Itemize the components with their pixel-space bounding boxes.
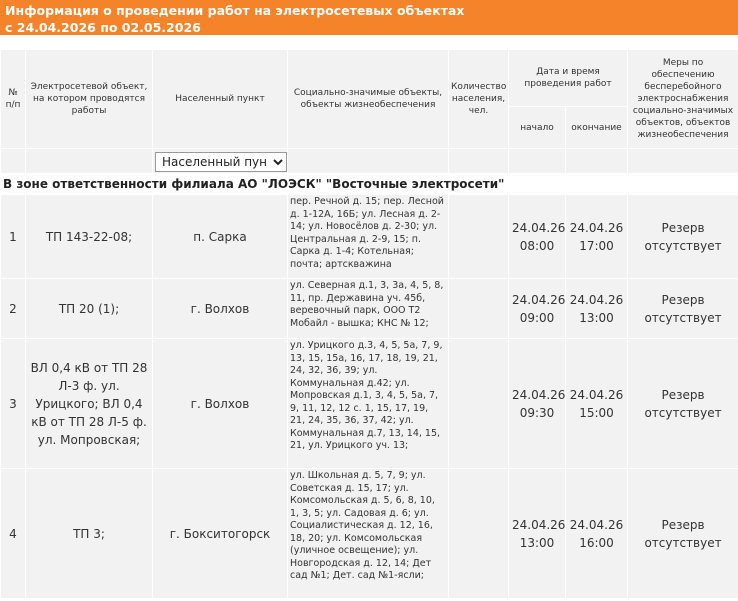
object-text: ТП 20 (1); bbox=[58, 301, 120, 316]
table-body bbox=[1, 195, 738, 599]
row-object bbox=[26, 469, 153, 599]
start-date: 24.04.26 bbox=[512, 292, 566, 307]
row-num bbox=[1, 469, 26, 599]
row-num-text: 3 bbox=[9, 396, 17, 411]
social-objects-text: пер. Речной д. 15; пер. Лесной д. 1-12А, 16Б; ул. Лесная д. 2-14; ул. Новосёлов д. 2-30; ул. Центральная д. 2-9, 15; п. Сарка д. 1-4; Котельная; почта; артскважина bbox=[290, 196, 444, 270]
measures-text: Резерв отсутствует bbox=[644, 292, 722, 325]
start-date: 24.04.26 bbox=[512, 517, 566, 532]
row-measures bbox=[628, 279, 738, 339]
end-date: 24.04.26 bbox=[569, 292, 624, 307]
end-date: 24.04.26 bbox=[569, 220, 624, 235]
banner-period: с 24.04.2026 по 02.05.2026 bbox=[5, 20, 201, 35]
header-datetime: Дата и время проведения работ bbox=[509, 50, 628, 107]
row-locality bbox=[153, 195, 288, 279]
row-population bbox=[449, 195, 509, 279]
social-objects-text: ул. Северная д.1, 3, 3а, 4, 5, 8, 11, пр. Державина уч. 45б, веревочный парк, ООО Т2 Мобайл - вышка; КНС № 12; bbox=[290, 280, 444, 329]
header-num: № п/п bbox=[1, 50, 26, 149]
end-time: 13:00 bbox=[579, 310, 614, 325]
measures-text: Резерв отсутствует bbox=[644, 220, 722, 253]
row-measures bbox=[628, 339, 738, 469]
zone-row bbox=[1, 174, 738, 195]
row-start bbox=[509, 279, 566, 339]
end-time: 15:00 bbox=[579, 405, 614, 420]
row-social bbox=[288, 195, 449, 279]
table-row bbox=[1, 339, 738, 469]
header-social: Социально-значимые объекты, объекты жизнеобеспечения bbox=[288, 50, 449, 149]
row-locality bbox=[153, 339, 288, 469]
locality-text: г. Волхов bbox=[190, 396, 250, 411]
row-start bbox=[509, 195, 566, 279]
works-table bbox=[0, 49, 738, 599]
table-row bbox=[1, 195, 738, 279]
row-social bbox=[288, 339, 449, 469]
row-object bbox=[26, 279, 153, 339]
row-population bbox=[449, 279, 509, 339]
measures-text: Резерв отсутствует bbox=[644, 387, 722, 420]
row-end bbox=[566, 195, 628, 279]
row-population bbox=[449, 339, 509, 469]
end-date: 24.04.26 bbox=[569, 387, 624, 402]
measures-text: Резерв отсутствует bbox=[644, 517, 722, 550]
social-objects-text: ул. Школьная д. 5, 7, 9; ул. Советская д. 15, 17; ул. Комсомольская д. 5, 6, 8, 10, 1, 3, 5; ул. Садовая д. 6; ул. Социалистическая д. 12, 16, 18, 20; ул. Комсомольская (уличное освещение); ул. Новгородская д. 12, 14; Дет сад №1; Дет. сад №1-ясли; bbox=[290, 470, 435, 581]
banner-title: Информация о проведении работ на электросетевых объектах bbox=[5, 3, 465, 18]
filter-cell-locality bbox=[153, 149, 288, 174]
table-row bbox=[1, 279, 738, 339]
row-social bbox=[288, 279, 449, 339]
locality-filter-select[interactable] bbox=[155, 152, 287, 172]
header-start: начало bbox=[509, 107, 566, 149]
locality-text: п. Сарка bbox=[193, 229, 247, 244]
start-time: 08:00 bbox=[519, 238, 555, 253]
start-date: 24.04.26 bbox=[512, 387, 566, 402]
header-object: Электросетевой объект, на котором проводятся работы bbox=[26, 50, 153, 149]
row-population bbox=[449, 469, 509, 599]
object-text: ВЛ 0,4 кВ от ТП 28 Л-3 ф. ул. Урицкого; ВЛ 0,4 кВ от ТП 28 Л-5 ф. ул. Мопровская; bbox=[30, 360, 148, 447]
row-num bbox=[1, 279, 26, 339]
header-end: окончание bbox=[566, 107, 628, 149]
row-social bbox=[288, 469, 449, 599]
start-date: 24.04.26 bbox=[512, 220, 566, 235]
end-time: 17:00 bbox=[579, 238, 614, 253]
object-text: ТП 3; bbox=[73, 526, 105, 541]
start-time: 09:30 bbox=[519, 405, 555, 420]
header-population: Количество населения, чел. bbox=[449, 50, 509, 149]
filter-row bbox=[1, 149, 738, 174]
row-end bbox=[566, 339, 628, 469]
row-num bbox=[1, 195, 26, 279]
row-start bbox=[509, 469, 566, 599]
page-banner bbox=[0, 0, 738, 35]
header-locality: Населенный пункт bbox=[153, 50, 288, 149]
row-locality bbox=[153, 469, 288, 599]
row-end bbox=[566, 469, 628, 599]
row-num-text: 1 bbox=[9, 229, 17, 244]
row-object bbox=[26, 339, 153, 469]
header-measures: Меры по обеспечению бесперебойного электроснабжения социально-значимых объектов, объектов жизнеобеспечения bbox=[628, 50, 738, 149]
row-measures bbox=[628, 469, 738, 599]
start-time: 09:00 bbox=[519, 310, 555, 325]
end-time: 16:00 bbox=[579, 535, 614, 550]
row-start bbox=[509, 339, 566, 469]
table-row bbox=[1, 469, 738, 599]
row-object bbox=[26, 195, 153, 279]
social-objects-text: ул. Урицкого д.3, 4, 5, 5а, 7, 9, 13, 15, 15а, 16, 17, 18, 19, 21, 24, 32, 36, 39; ул. Коммунальная д.42; ул. Мопровская д.1, 3, 4, 5, 5а, 7, 9, 11, 12, 12 с. 1, 15, 17, 19, 21, 24, 35, 36, 37, 42; ул. Коммунальная д.7, 13, 14, 15, 21, ул. Урицкого уч. 13; bbox=[290, 340, 443, 451]
zone-title: В зоне ответственности филиала АО "ЛОЭСК" "Восточные электросети" bbox=[1, 174, 738, 195]
start-time: 13:00 bbox=[519, 535, 555, 550]
locality-text: г. Волхов bbox=[190, 301, 250, 316]
row-measures bbox=[628, 195, 738, 279]
object-text: ТП 143-22-08; bbox=[45, 229, 133, 244]
table-header bbox=[1, 50, 738, 149]
row-num bbox=[1, 339, 26, 469]
row-end bbox=[566, 279, 628, 339]
locality-text: г. Бокситогорск bbox=[169, 526, 271, 541]
row-num-text: 2 bbox=[9, 301, 17, 316]
row-num-text: 4 bbox=[9, 526, 17, 541]
end-date: 24.04.26 bbox=[569, 517, 624, 532]
row-locality bbox=[153, 279, 288, 339]
